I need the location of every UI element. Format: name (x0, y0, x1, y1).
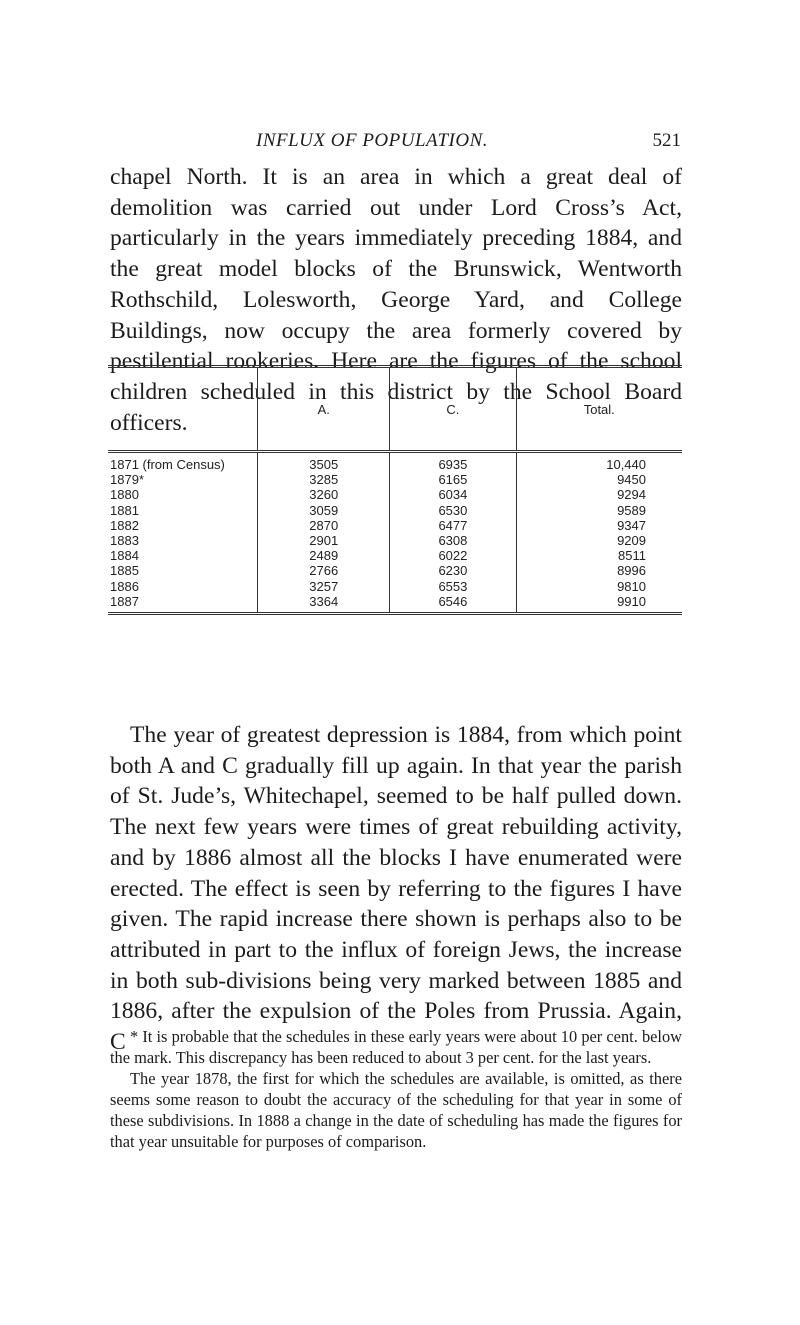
row-year: 1885 (110, 563, 139, 579)
table-row (108, 579, 682, 594)
row-a: 2766 (258, 563, 390, 578)
row-c: 6308 (390, 533, 516, 548)
row-c: 6530 (390, 503, 516, 518)
table-row (108, 472, 682, 487)
row-a: 2870 (258, 518, 390, 533)
header-total: Total. (516, 367, 682, 452)
row-total: 9347 (516, 518, 682, 533)
table-row (108, 533, 682, 548)
row-a: 3059 (258, 503, 390, 518)
header-a: A. (258, 367, 390, 452)
table-row (108, 548, 682, 563)
row-year: 1883 (110, 533, 139, 549)
row-c: 6034 (390, 487, 516, 502)
row-total: 9910 (516, 594, 682, 614)
running-head (256, 130, 681, 160)
row-a: 2489 (258, 548, 390, 563)
row-total: 9450 (516, 472, 682, 487)
row-c: 6477 (390, 518, 516, 533)
row-c: 6553 (390, 579, 516, 594)
table-row (108, 503, 682, 518)
row-year: 1884 (110, 548, 139, 564)
row-total: 9209 (516, 533, 682, 548)
footnote: * It is probable that the schedules in these early years were about 10 per cent. below the mark. This discrepancy has been reduced to about 3 per cent. for the last years. (110, 1027, 682, 1067)
row-total: 8511 (516, 548, 682, 563)
table-row (108, 518, 682, 533)
row-year: 1880 (110, 487, 139, 503)
table-row (108, 487, 682, 502)
school-children-table (108, 365, 682, 615)
body-paragraph: chapel North. It is an area in which a great deal of demolition was carried out under Lord Cross’s Act, particularly in the years immediately preceding 1884, and the great model blocks of the Brunswick, Wentworth Rothschild, Lolesworth, George Yard, and College Buildings, now occupy the area formerly covered by pestilential rookeries. Here are the figures of the school children scheduled in this district by the School Board officers. (110, 164, 682, 436)
row-total: 9294 (516, 487, 682, 502)
header-c: C. (390, 367, 516, 452)
row-total: 10,440 (516, 452, 682, 473)
row-c: 6935 (390, 452, 516, 473)
row-year: 1882 (110, 517, 139, 533)
table-header-row (108, 367, 682, 452)
row-c: 6230 (390, 563, 516, 578)
row-a: 3364 (258, 594, 390, 614)
running-title: INFLUX OF POPULATION. (256, 130, 488, 151)
row-total: 8996 (516, 563, 682, 578)
row-a: 3505 (258, 452, 390, 473)
row-c: 6546 (390, 594, 516, 614)
row-year: 1881 (110, 502, 139, 518)
row-total: 9810 (516, 579, 682, 594)
footnote: The year 1878, the first for which the schedules are available, is omitted, as there seems some reason to doubt the accuracy of the scheduling for that year in some of these subdivisions. In 1888 a change in the date of scheduling has made the figures for that year unsuitable for purposes of comparison. (110, 1069, 682, 1151)
table-row (108, 563, 682, 578)
row-year: 1871 (from Census) (110, 457, 225, 472)
row-total: 9589 (516, 503, 682, 518)
footnotes (110, 1026, 682, 1152)
row-a: 3285 (258, 472, 390, 487)
table-row (108, 452, 682, 473)
row-c: 6165 (390, 472, 516, 487)
row-a: 3260 (258, 487, 390, 502)
row-a: 3257 (258, 579, 390, 594)
row-year: 1887 (110, 593, 139, 609)
table-row (108, 594, 682, 614)
page-number: 521 (652, 130, 681, 151)
header-label (108, 367, 258, 452)
body-paragraph: The year of greatest depression is 1884, from which point both A and C gradually fill up again. In that year the parish of St. Jude’s, Whitechapel, seemed to be half pulled down. The next few years were times of great rebuilding activity, and by 1886 almost all the blocks I have enumerated were erected. The effect is seen by referring to the figures I have given. The rapid increase there shown is perhaps also to be attributed in part to the influx of foreign Jews, the increase in both sub-divisions being very marked between 1885 and 1886, after the expulsion of the Poles from Prussia. Again, C (110, 722, 682, 1056)
row-year: 1886 (110, 578, 139, 594)
row-a: 2901 (258, 533, 390, 548)
row-year: 1879* (110, 472, 144, 488)
row-c: 6022 (390, 548, 516, 563)
